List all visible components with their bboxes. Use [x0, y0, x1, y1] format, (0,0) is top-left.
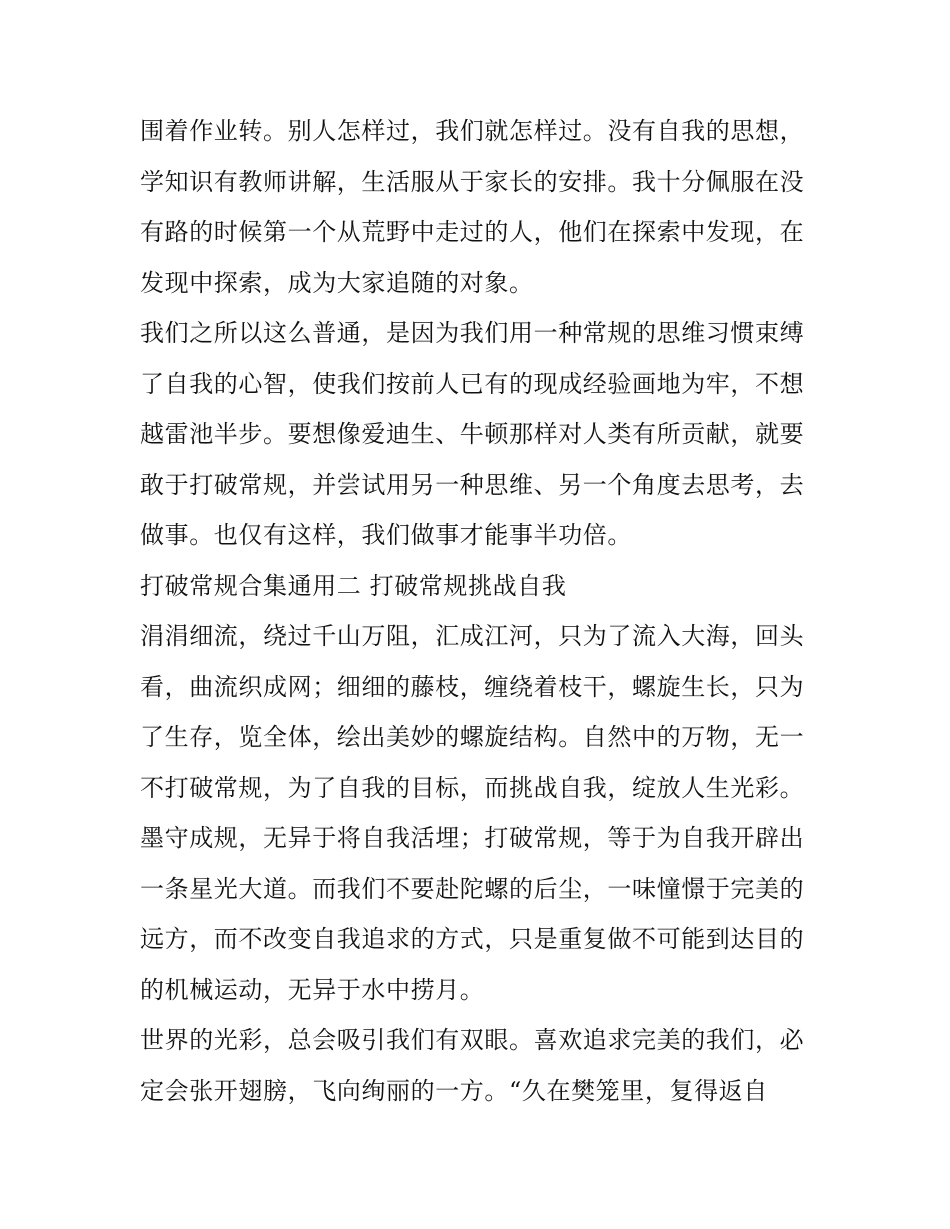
section-heading: 打破常规合集通用二 打破常规挑战自我 — [140, 571, 567, 600]
text-line: 的机械运动，无异于水中捞月。 — [140, 975, 485, 1004]
text-line: 一条星光大道。而我们不要赴陀螺的后尘，一味憧憬于完美的 — [140, 874, 805, 903]
text-line: 越雷池半步。要想像爱迪生、牛顿那样对人类有所贡献，就要 — [140, 420, 805, 448]
text-line: 定会张开翅膀，飞向绚丽的一方。“久在樊笼里，复得返自 — [140, 1076, 768, 1105]
text-line: 有路的时候第一个从荒野中走过的人，他们在探索中发现，在 — [140, 218, 805, 246]
text-line: 了生存，览全体，绘出美妙的螺旋结构。自然中的万物，无一 — [140, 723, 805, 751]
text-line: 围着作业转。别人怎样过，我们就怎样过。没有自我的思想， — [140, 117, 805, 145]
text-line: 学知识有教师讲解，生活服从于家长的安排。我十分佩服在没 — [140, 167, 805, 196]
document-body — [140, 106, 820, 1116]
text-line: 我们之所以这么普通，是因为我们用一种常规的思维习惯束缚 — [140, 319, 805, 347]
text-line: 远方，而不改变自我追求的方式，只是重复做不可能到达目的 — [140, 925, 805, 953]
text-line: 涓涓细流，绕过千山万阻，汇成江河，只为了流入大海，回头 — [140, 622, 805, 650]
text-line: 敢于打破常规，并尝试用另一种思维、另一个角度去思考，去 — [140, 470, 805, 499]
text-line: 世界的光彩，总会吸引我们有双眼。喜欢追求完美的我们，必 — [140, 1026, 805, 1054]
text-line: 做事。也仅有这样，我们做事才能事半功倍。 — [140, 521, 632, 549]
text-line: 不打破常规，为了自我的目标，而挑战自我，绽放人生光彩。 — [140, 773, 805, 802]
text-line: 看，曲流织成网；细细的藤枝，缠绕着枝干，螺旋生长，只为 — [140, 672, 805, 701]
text-line: 了自我的心智，使我们按前人已有的现成经验画地为牢，不想 — [140, 369, 805, 398]
text-line: 发现中探索，成为大家追随的对象。 — [140, 268, 534, 297]
text-line: 墨守成规，无异于将自我活埋；打破常规，等于为自我开辟出 — [140, 824, 805, 852]
